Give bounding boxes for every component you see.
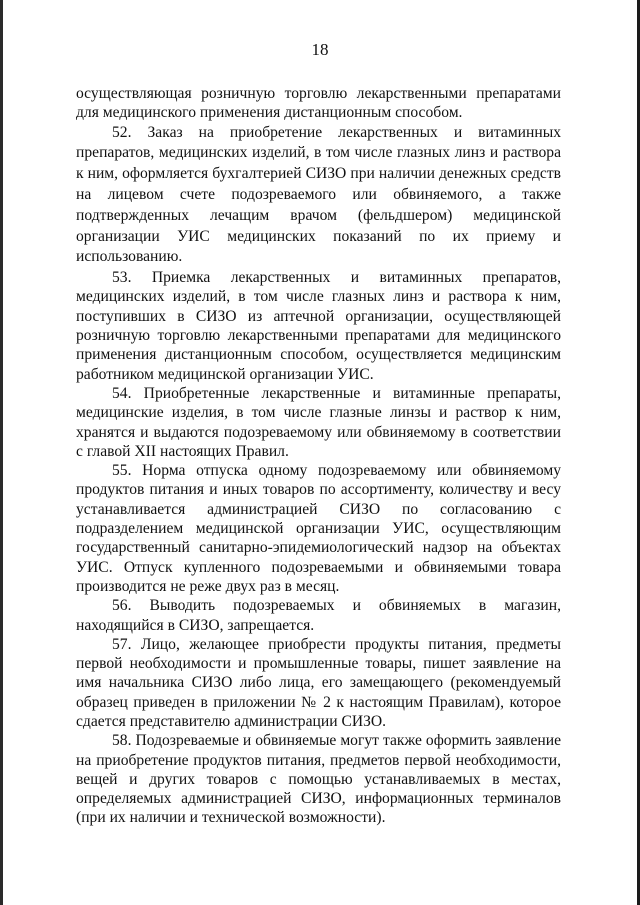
paragraph-continuation: осуществляющая розничную торговлю лекарственными препаратами для медицинского применения дистанционным способом.: [76, 85, 561, 122]
paragraph-54: 54. Приобретенные лекарственные и витаминные препараты, медицинские изделия, в том числе глазные линзы и раствор к ним, хранятся и выдаются подозреваемому или обвиняемому в соответствии с главой XII настоящих Правил.: [76, 384, 561, 460]
page-number: 18: [311, 40, 329, 59]
paragraph-52: 52. Заказ на приобретение лекарственных и витаминных препаратов, медицинских изделий, в том числе глазных линз и раствора к ним, оформляется бухгалтерией СИЗО при наличии денежных средств на лицевом счете подозреваемого или обвиняемого, а также подтвержденных лечащим врачом (фельдшером) медицинской организации УИС медицинских показаний по их приему и использованию.: [76, 123, 561, 266]
paragraph-53: 53. Приемка лекарственных и витаминных препаратов, медицинских изделий, в том числе глазных линз и раствора к ним, поступивших в СИЗО из аптечной организации, осуществляющей розничную торговлю лекарственными препаратами для медицинского применения дистанционным способом, осуществляется медицинским работником медицинской организации УИС.: [76, 269, 561, 383]
paragraph-56: 56. Выводить подозреваемых и обвиняемых в магазин, находящийся в СИЗО, запрещается.: [76, 597, 561, 634]
paragraph-58: 58. Подозреваемые и обвиняемые могут также оформить заявление на приобретение продуктов питания, предметов первой необходимости, вещей и других товаров с помощью устанавливаемых в местах, определяемых администрацией СИЗО, информационных терминалов (при их наличии и технической возможности).: [76, 732, 561, 827]
paragraph-55: 55. Норма отпуска одному подозреваемому или обвиняемому продуктов питания и иных товаров по ассортименту, количеству и весу устанавливается администрацией СИЗО по согласованию с подразделением медицинской организации УИС, осуществляющим государственный санитарно-эпидемиологический надзор на объектах УИС. Отпуск купленного подозреваемыми и обвиняемыми товара производится не реже двух раз в месяц.: [76, 462, 561, 595]
scan-left-edge: [0, 0, 3, 905]
paragraph-57: 57. Лицо, желающее приобрести продукты питания, предметы первой необходимости и промышленные товары, пишет заявление на имя начальника СИЗО либо лица, его замещающего (рекомендуемый образец приведен в приложении № 2 к настоящим Правилам), которое сдается представителю администрации СИЗО.: [76, 635, 561, 730]
document-body: [76, 84, 561, 828]
